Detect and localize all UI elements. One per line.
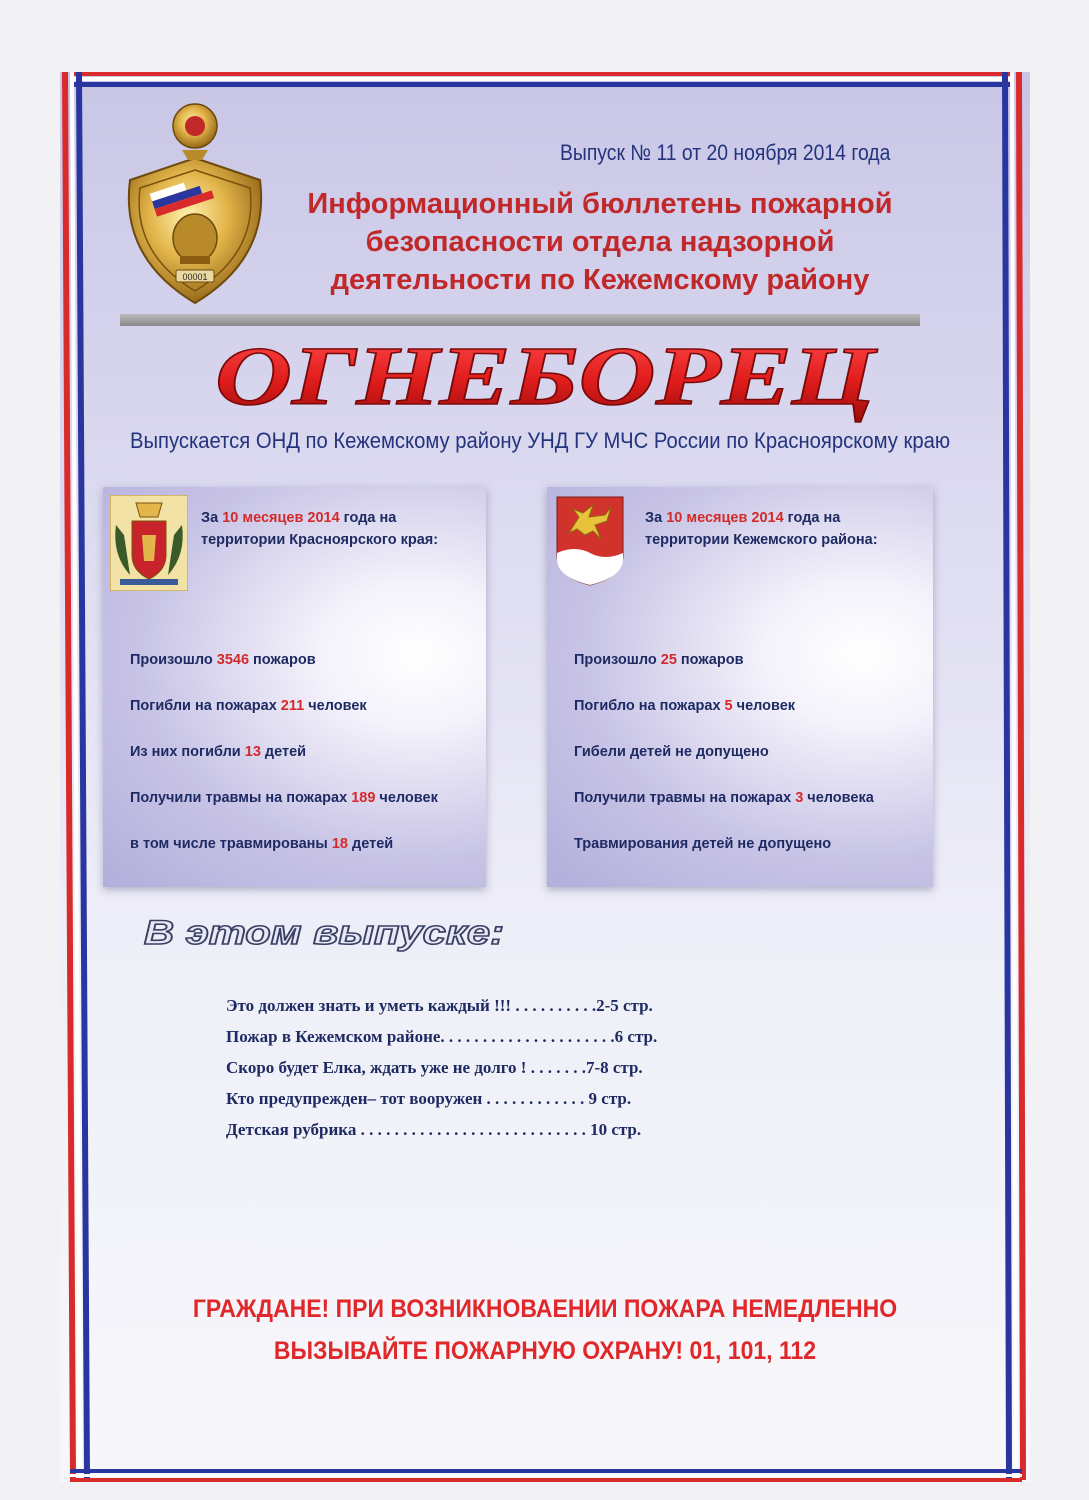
stat-item: Произошло 3546 пожаров bbox=[130, 652, 316, 668]
kezhma-coat-of-arms-icon bbox=[555, 495, 625, 587]
masthead-title: ОГНЕБОРЕЦ bbox=[215, 330, 879, 423]
panel-heading: За 10 месяцев 2014 года на территории Кежемского района: bbox=[645, 510, 878, 548]
masthead-logo bbox=[195, 322, 895, 432]
stat-item: Получили травмы на пожарах 3 человека bbox=[574, 790, 874, 806]
appeal-line: ВЫЗЫВАЙТЕ ПОЖАРНУЮ ОХРАНУ! 01, 101, 112 bbox=[273, 1337, 817, 1365]
toc-item: Кто предупрежден– тот вооружен . . . . . . . . . . . . 9 стр. bbox=[226, 1089, 632, 1108]
stat-item: в том числе травмированы 18 детей bbox=[130, 836, 394, 852]
stat-item: Травмирования детей не допущено bbox=[574, 836, 832, 852]
krasnoyarsk-coat-of-arms-icon bbox=[110, 495, 188, 591]
table-of-contents bbox=[226, 990, 806, 1145]
bulletin-title bbox=[280, 185, 920, 299]
stat-item: Гибели детей не допущено bbox=[574, 744, 769, 760]
toc-item: Пожар в Кежемском районе. . . . . . . . . . . . . . . . . . . . .6 стр. bbox=[226, 1027, 658, 1046]
stat-item: Из них погибли 13 детей bbox=[130, 744, 307, 760]
toc-item: Скоро будет Елка, ждать уже не долго ! . . . . . . .7-8 стр. bbox=[226, 1058, 643, 1077]
appeal-line: ГРАЖДАНЕ! ПРИ ВОЗНИКНОВАЕНИИ ПОЖАРА НЕМЕДЛЕННО bbox=[192, 1295, 898, 1323]
emblem-number: 00001 bbox=[182, 272, 208, 282]
toc-item: Это должен знать и уметь каждый !!! . . . . . . . . . .2-5 стр. bbox=[226, 996, 653, 1015]
emergency-appeal bbox=[99, 1288, 991, 1372]
period-value: 10 месяцев 2014 bbox=[666, 510, 784, 526]
stats-list bbox=[130, 637, 485, 867]
title-line: деятельности по Кежемскому району bbox=[330, 264, 870, 296]
title-line: Информационный бюллетень пожарной bbox=[307, 188, 893, 220]
contents-heading-text: В этом выпуске: bbox=[144, 914, 504, 952]
panel-heading: За 10 месяцев 2014 года на территории Красноярского края: bbox=[201, 510, 439, 548]
contents-heading bbox=[140, 908, 540, 958]
fire-supervision-emblem bbox=[110, 88, 280, 310]
krasnoyarsk-stats-panel bbox=[103, 487, 486, 887]
kezhma-stats-panel bbox=[547, 487, 933, 887]
publisher-line: Выпускается ОНД по Кежемскому району УНД ГУ МЧС России по Красноярскому краю bbox=[129, 428, 951, 453]
stat-item: Погибло на пожарах 5 человек bbox=[574, 698, 796, 714]
stat-item: Получили травмы на пожарах 189 человек bbox=[130, 790, 438, 806]
stat-item: Погибли на пожарах 211 человек bbox=[130, 698, 367, 714]
issue-date: Выпуск № 11 от 20 ноября 2014 года bbox=[560, 140, 891, 165]
stat-item: Произошло 25 пожаров bbox=[574, 652, 744, 668]
stats-list bbox=[574, 637, 929, 867]
period-value: 10 месяцев 2014 bbox=[222, 510, 340, 526]
title-line: безопасности отдела надзорной bbox=[365, 226, 835, 258]
toc-item: Детская рубрика . . . . . . . . . . . . . . . . . . . . . . . . . . . 10 стр. bbox=[226, 1120, 642, 1139]
